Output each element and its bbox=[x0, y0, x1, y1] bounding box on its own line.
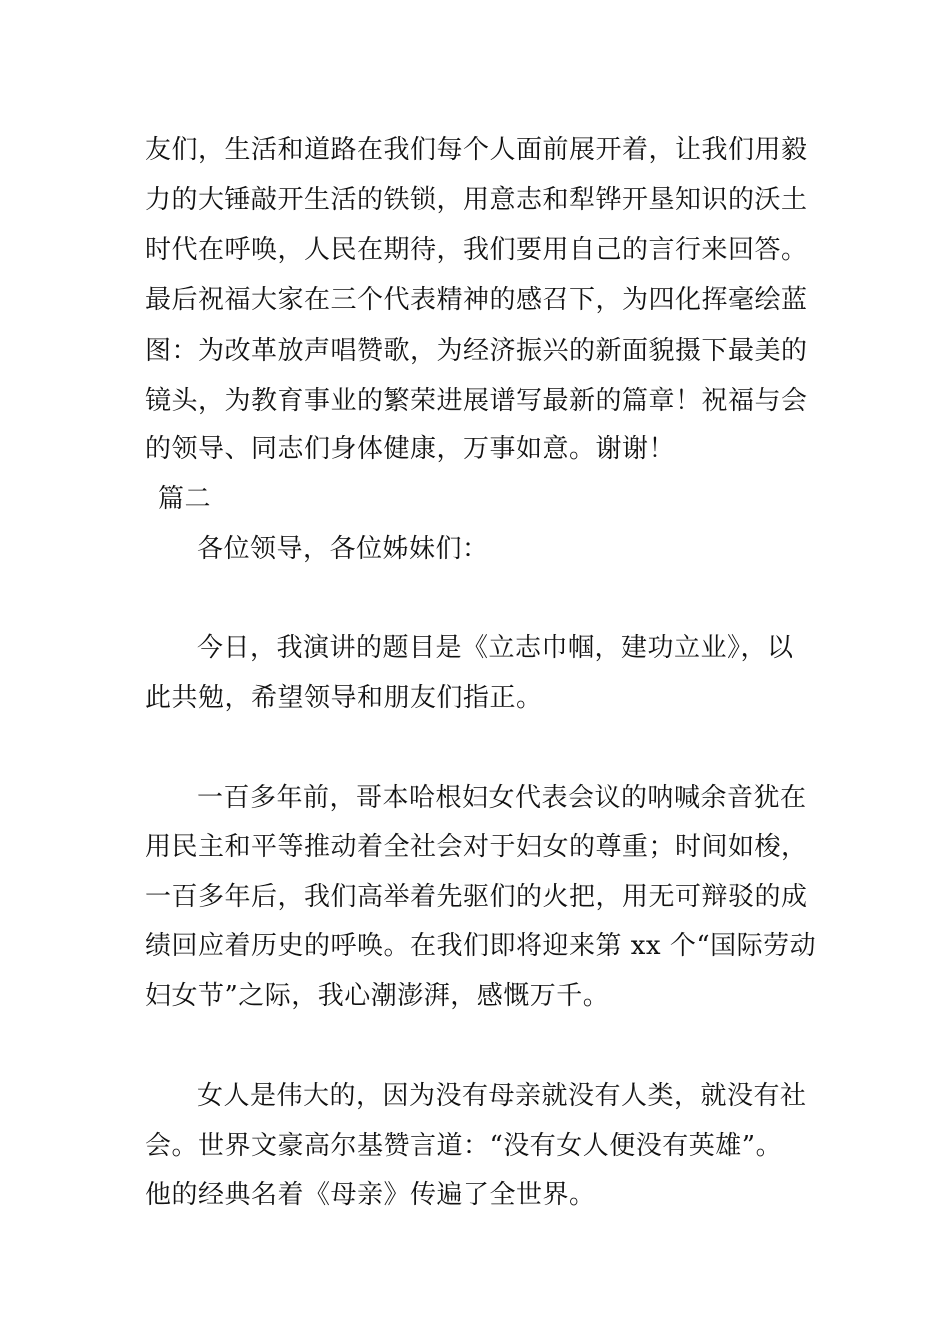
section-heading: 篇二 bbox=[158, 484, 212, 514]
text-line: 一百多年后，我们高举着先驱们的火把，用无可辩驳的成 bbox=[145, 882, 808, 912]
text-line: 妇女节”之际，我心潮澎湃，感慨万千。 bbox=[145, 981, 610, 1011]
text-line: 会。世界文豪高尔基赞言道：“没有女人便没有英雄”。 bbox=[145, 1131, 783, 1161]
salutation: 各位领导，各位姊妹们： bbox=[197, 534, 489, 564]
text-line: 的领导、同志们身体健康，万事如意。谢谢！ bbox=[145, 434, 676, 464]
text-line: 最后祝福大家在三个代表精神的感召下，为四化挥毫绘蓝 bbox=[145, 285, 808, 315]
text-line: 镜头，为教育事业的繁荣进展谱写最新的篇章！祝福与会 bbox=[145, 386, 808, 416]
paragraph-first-line: 女人是伟大的，因为没有母亲就没有人类，就没有社 bbox=[197, 1081, 807, 1111]
text-line: 图：为改革放声唱赞歌，为经济振兴的新面貌摄下最美的 bbox=[145, 336, 808, 366]
text-line: 用民主和平等推动着全社会对于妇女的尊重；时间如梭， bbox=[145, 832, 808, 862]
paragraph-first-line: 今日，我演讲的题目是《立志巾帼，建功立业》，以 bbox=[197, 633, 794, 663]
text-line: 友们，生活和道路在我们每个人面前展开着，让我们用毅 bbox=[145, 135, 808, 165]
text-line: 绩回应着历史的呼唤。在我们即将迎来第 xx 个“国际劳动 bbox=[145, 931, 817, 961]
text-line: 时代在呼唤，人民在期待，我们要用自己的言行来回答。 bbox=[145, 235, 808, 265]
text-line: 此共勉，希望领导和朋友们指正。 bbox=[145, 683, 543, 713]
paragraph-first-line: 一百多年前，哥本哈根妇女代表会议的呐喊余音犹在 bbox=[197, 783, 807, 813]
text-line: 力的大锤敲开生活的铁锁，用意志和犁铧开垦知识的沃土 bbox=[145, 185, 808, 215]
text-line: 他的经典名着《母亲》传遍了全世界。 bbox=[145, 1180, 596, 1210]
